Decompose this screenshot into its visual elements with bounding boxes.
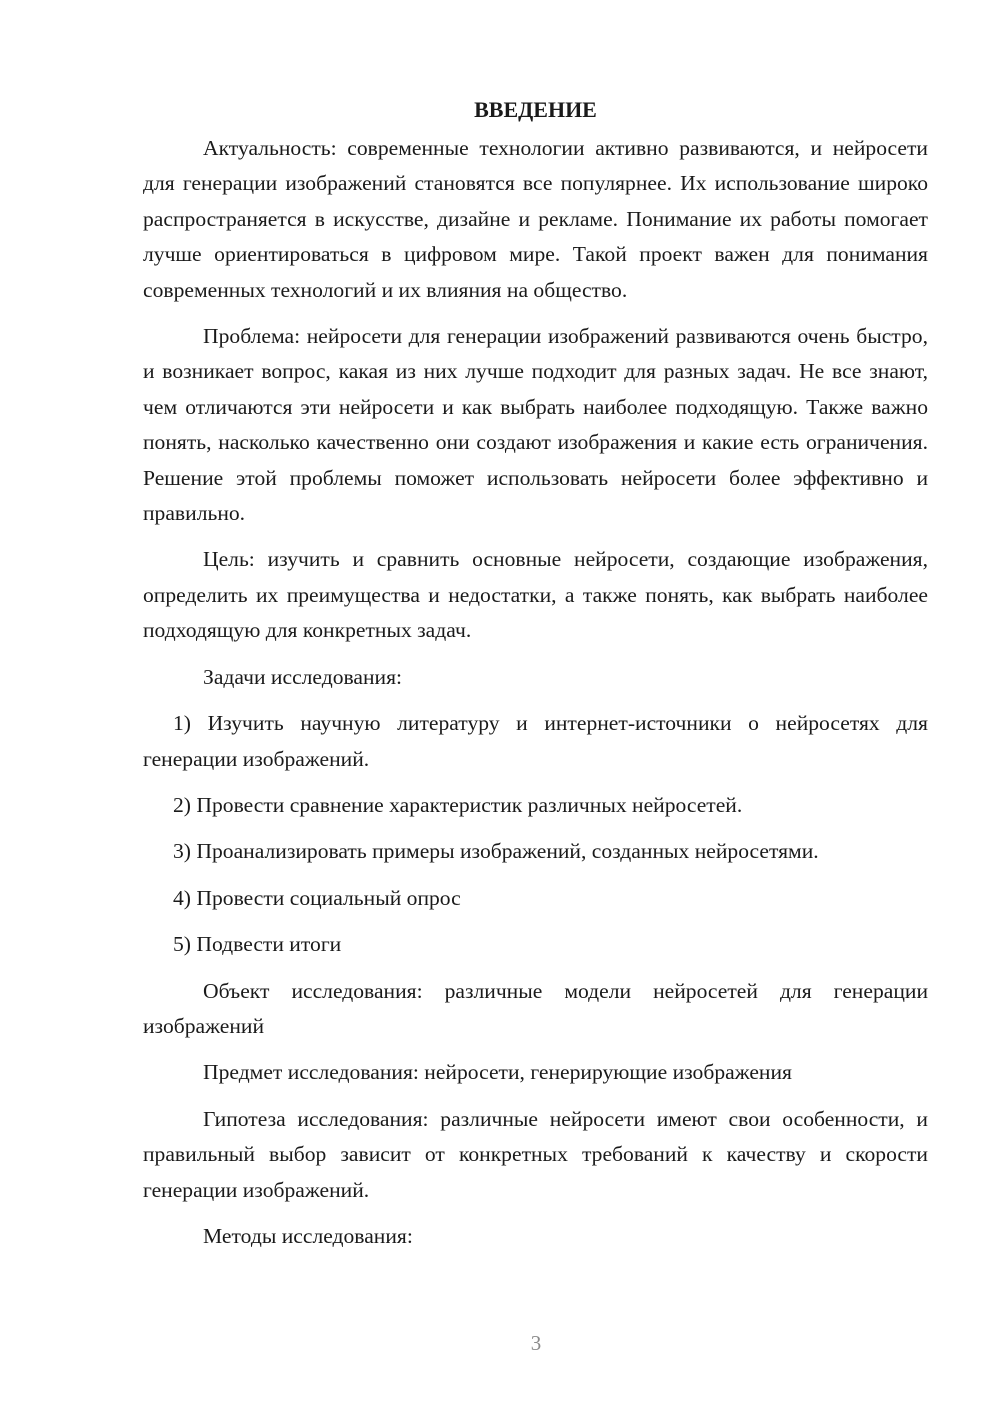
problem-paragraph: Проблема: нейросети для генерации изображений развиваются очень быстро, и возникает вопрос, какая из них лучше подходит для разных задач. Не все знают, чем отличаются эти нейросети и как выбрать наиболее подходящую. Также важно понять, насколько качественно они создают изображения и какие есть ограничения. Решение этой проблемы поможет использовать нейросети более эффективно и правильно.	[143, 324, 928, 526]
page-number: 3	[530, 1331, 542, 1355]
list-item: 2) Провести сравнение характеристик различных нейросетей.	[173, 792, 743, 817]
methods-paragraph: Методы исследования:	[203, 1223, 413, 1248]
goal-paragraph: Цель: изучить и сравнить основные нейросети, создающие изображения, определить их преимущества и недостатки, а также понять, как выбрать наиболее подходящую для конкретных задач.	[143, 547, 928, 643]
list-item: 3) Проанализировать примеры изображений, созданных нейросетями.	[173, 839, 819, 864]
list-item: 5) Подвести итоги	[173, 932, 342, 957]
hypothesis-paragraph: Гипотеза исследования: различные нейросети имеют свои особенности, и правильный выбор зависит от конкретных требований к качеству и скорости генерации изображений.	[143, 1106, 928, 1202]
document-page	[143, 92, 928, 1254]
section-title: ВВЕДЕНИЕ	[474, 97, 597, 122]
tasks-heading: Задачи исследования:	[203, 664, 403, 689]
relevance-paragraph: Актуальность: современные технологии активно развиваются, и нейросети для генерации изображений становятся все популярнее. Их использование широко распространяется в искусстве, дизайне и рекламе. Понимание их работы помогает лучше ориентироваться в цифровом мире. Такой проект важен для понимания современных технологий и их влияния на общество.	[143, 136, 928, 302]
subject-paragraph: Предмет исследования: нейросети, генерирующие изображения	[203, 1060, 792, 1085]
object-paragraph: Объект исследования: различные модели нейросетей для генерации изображений	[143, 978, 928, 1038]
tasks-list	[143, 706, 928, 962]
list-item: 4) Провести социальный опрос	[173, 885, 461, 910]
list-item: 1) Изучить научную литературу и интернет-источники о нейросетях для генерации изображений.	[143, 711, 928, 771]
